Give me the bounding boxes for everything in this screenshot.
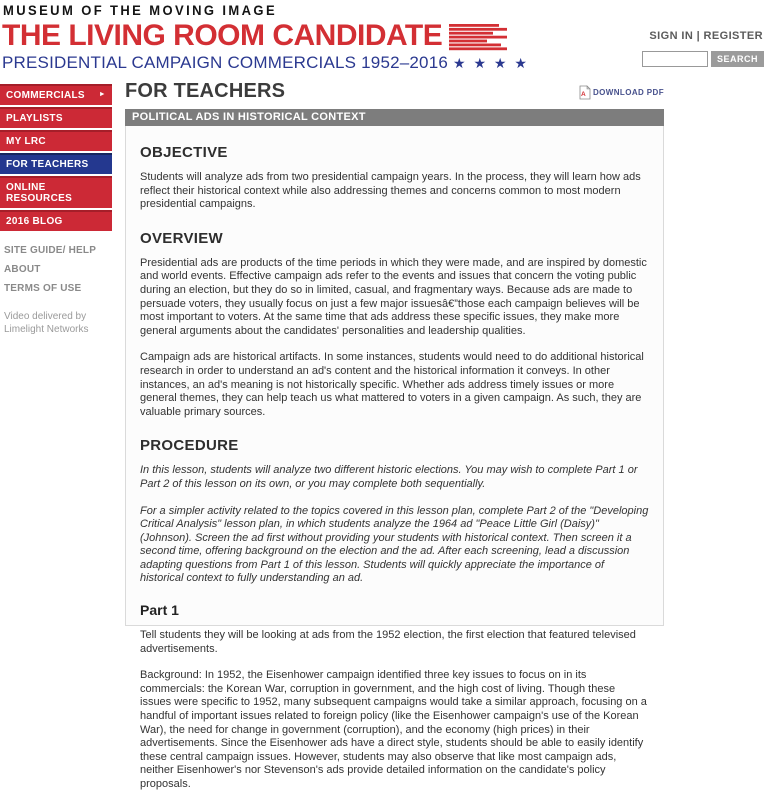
- sidebar-item-label: FOR TEACHERS: [6, 159, 89, 170]
- page-layout: [0, 80, 767, 790]
- sidebar-item-label: 2016 BLOG: [6, 216, 63, 227]
- sidebar-nav: [0, 80, 112, 336]
- part1-paragraph-2: Background: In 1952, the Eisenhower campaign identified three key issues to focus on in its commercials: the Korean War, corruption in government, and the high cost of living. Though these issues were specific to 1952, many subsequent campaigns would take a similar approach, focusing on a handful of important issues related to foreign policy (like the Eisenhower campaign's use of the Korean War), the need for change in government (corruption), and the economy (high prices) in their advertisements. Since the Eisenhower ads have a direct style, students should be able to easily identify these central campaign issues. However, students may also observe that like most campaign ads, neither Eisenhower's nor Stevenson's ads provide detailed information on the candidate's policy proposals.: [140, 669, 647, 790]
- sidebar-item-commercials[interactable]: [0, 84, 112, 105]
- site-title-link[interactable]: THE LIVING ROOM CANDIDATE: [2, 19, 443, 52]
- stars-icon: ★ ★ ★ ★: [453, 54, 529, 71]
- sidebar-item-online-resources[interactable]: [0, 176, 112, 208]
- tagline-row: [2, 53, 529, 73]
- svg-text:A: A: [580, 91, 587, 98]
- sidebar-item-2016-blog[interactable]: [0, 210, 112, 231]
- procedure-paragraph-1: In this lesson, students will analyze two different historic elections. You may wish to complete Part 1 or Part 2 of this lesson on its own, or you may complete both sequentially.: [140, 464, 638, 490]
- main-header: [125, 80, 664, 103]
- museum-logo-link[interactable]: MUSEUM OF THE MOVING IMAGE: [3, 2, 278, 19]
- pdf-file-icon: [579, 86, 590, 99]
- sidebar-item-label: COMMERCIALS: [6, 90, 85, 101]
- search-button[interactable]: SEARCH: [711, 51, 764, 67]
- objective-paragraph: Students will analyze ads from two presidential campaign years. In the process, they will learn how ads reflect their historical context while also addressing themes and concerns common to most modern presidential campaigns.: [140, 171, 641, 211]
- site-tagline: PRESIDENTIAL CAMPAIGN COMMERCIALS 1952–2016: [2, 53, 449, 72]
- submenu-arrow-icon: ►: [98, 91, 106, 98]
- download-pdf-label: DOWNLOAD PDF: [592, 88, 664, 97]
- sidebar-item-label: PLAYLISTS: [6, 113, 63, 124]
- section-bar-title: POLITICAL ADS IN HISTORICAL CONTEXT: [125, 109, 664, 126]
- download-pdf-link[interactable]: [579, 86, 664, 99]
- sign-in-register-link[interactable]: SIGN IN | REGISTER: [649, 30, 763, 42]
- page-title: FOR TEACHERS: [125, 80, 286, 102]
- site-guide-help-link[interactable]: SITE GUIDE/ HELP: [4, 245, 97, 256]
- flag-icon: [449, 24, 507, 51]
- part1-heading: Part 1: [140, 602, 179, 619]
- main-content: [125, 80, 664, 790]
- procedure-paragraph-2: For a simpler activity related to the topics covered in this lesson plan, complete Part 2 of the "Developing Critical Analysis" lesson plan, in which students analyze the 1964 ad "Peace Little Girl (Daisy)" (Johnson). Screen the ad first without providing your students with historical context. Then screen it a second time, offering background on the election and the ad. After each screening, lead a discussion adapting questions from Part 1 of this lesson. Students will quickly appreciate the importance of historical context to fully understanding an ad.: [140, 504, 649, 585]
- site-title-row: [2, 21, 507, 51]
- search-bar: [642, 51, 764, 67]
- terms-of-use-link[interactable]: TERMS OF USE: [4, 283, 82, 294]
- sidebar-item-label: MY LRC: [6, 136, 46, 147]
- about-link[interactable]: ABOUT: [4, 264, 41, 275]
- lesson-content: [125, 126, 664, 790]
- sidebar-footer-links: [0, 245, 112, 294]
- sidebar-item-label: ONLINE RESOURCES: [6, 182, 73, 204]
- overview-heading: OVERVIEW: [140, 229, 223, 247]
- sidebar-item-my-lrc[interactable]: [0, 130, 112, 151]
- search-input[interactable]: [642, 51, 708, 67]
- objective-heading: OBJECTIVE: [140, 144, 228, 161]
- site-header: [0, 0, 767, 80]
- video-delivery-note: Video delivered by Limelight Networks: [4, 311, 89, 335]
- part1-paragraph-1: Tell students they will be looking at ads from the 1952 election, the first election that featured televised advertisements.: [140, 629, 636, 655]
- overview-paragraph-1: Presidential ads are products of the time periods in which they were made, and are inspired by domestic and world events. Effective campaign ads refer to the events and issues that concern the voting public during an election, but they do so in limited, casual, and fragmentary ways. Because ads are made to persuade voters, they usually focus on just a few major issuesâ€”those each campaign believes will be most important to voters. At the same time that ads address these specific issues, they make more general arguments about the candidates' personalities and leadership qualities.: [140, 256, 647, 337]
- procedure-heading: PROCEDURE: [140, 437, 239, 455]
- sidebar-item-for-teachers[interactable]: [0, 153, 112, 174]
- overview-paragraph-2: Campaign ads are historical artifacts. In some instances, students would need to do additional historical research in order to understand an ad's content and the historical information it conveys. In other instances, an ad's meaning is not historically specific. Whether ads address timely issues or more general themes, they can help teach us what mattered to voters in a given campaign. As such, they are valuable primary sources.: [140, 351, 644, 418]
- sidebar-item-playlists[interactable]: [0, 107, 112, 128]
